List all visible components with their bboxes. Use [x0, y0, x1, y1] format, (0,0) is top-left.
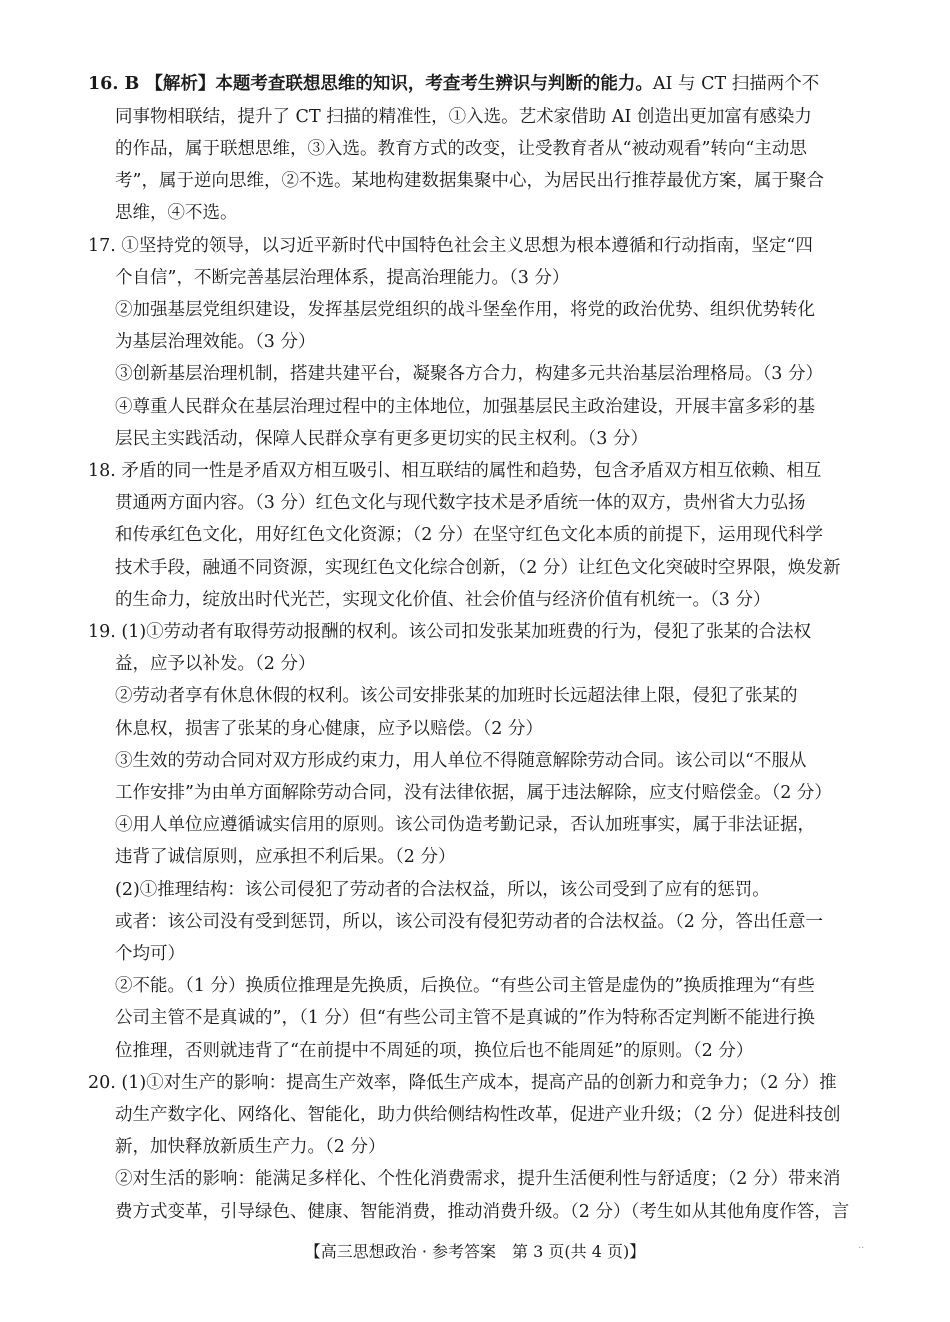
q19-line-10: 或者：该公司没有受到惩罚，所以，该公司没有侵犯劳动者的合法权益。（2 分，答出任意一 — [115, 912, 823, 932]
q17-line-5: ③创新基层治理机制，搭建共建平台，凝聚各方合力，构建多元共治基层治理格局。（3 分） — [115, 364, 823, 384]
q18-line-2: 贯通两方面内容。（3 分）红色文化与现代数字技术是矛盾统一体的双方，贵州省大力弘扬 — [115, 493, 806, 513]
q18-line-5: 的生命力，绽放出时代光芒，实现文化价值、社会价值与经济价值有机统一。（3 分） — [115, 590, 771, 610]
q18-line-1: 18. 矛盾的同一性是矛盾双方相互吸引、相互联结的属性和趋势，包含矛盾双方相互依赖、相互 — [88, 461, 822, 481]
q17-line-1: 17. ①坚持党的领导，以习近平新时代中国特色社会主义思想为根本遵循和行动指南，坚定“四 — [88, 236, 813, 256]
q20-line-3: 新，加快释放新质生产力。（2 分） — [115, 1137, 386, 1157]
q20-line-2: 动生产数字化、网络化、智能化，助力供给侧结构性改革，促进产业升级；（2 分）促进科技创 — [115, 1105, 841, 1125]
q19-line-14: 位推理，否则就违背了“在前提中不周延的项，换位后也不能周延”的原则。（2 分） — [115, 1041, 754, 1061]
q16-line-4: 考”，属于逆向思维，②不选。某地构建数据集聚中心，为居民出行推荐最优方案，属于聚合 — [115, 171, 824, 191]
q16-line-5: 思维，④不选。 — [115, 203, 238, 223]
page-footer: 【高三思想政治 · 参考答案 第 3 页(共 4 页)】 — [304, 1242, 646, 1261]
q19-line-5: ③生效的劳动合同对双方形成约束力，用人单位不得随意解除劳动合同。该公司以“不服从 — [115, 751, 807, 771]
q16-line-1: 16. B 【解析】本题考查联想思维的知识，考查考生辨识与判断的能力。AI 与 CT 扫描两个不 — [88, 74, 820, 94]
q17-line-7: 层民主实践活动，保障人民群众享有更多更切实的民主权利。（3 分） — [115, 429, 648, 449]
q19-line-3: ②劳动者享有休息休假的权利。该公司安排张某的加班时长远超法律上限，侵犯了张某的 — [115, 686, 798, 706]
q17-line-4: 为基层治理效能。（3 分） — [115, 332, 316, 352]
q20-line-1: 20. (1)①对生产的影响：提高生产效率，降低生产成本，提高产品的创新力和竞争力；（2 分）推 — [88, 1073, 837, 1093]
q19-line-4: 休息权，损害了张某的身心健康，应予以赔偿。（2 分） — [115, 719, 543, 739]
q20-line-5: 费方式变革，引导绿色、健康、智能消费，推动消费升级。（2 分）（考生如从其他角度作答，言 — [115, 1202, 850, 1222]
corner-mark: .. — [858, 1240, 865, 1251]
q16-line-2: 同事物相联结，提升了 CT 扫描的精准性，①入选。艺术家借助 AI 创造出更加富有感染力 — [115, 107, 812, 127]
q19-line-8: 违背了诚信原则，应承担不利后果。（2 分） — [115, 847, 456, 867]
q20-line-4: ②对生活的影响：能满足多样化、个性化消费需求，提升生活便利性与舒适度；（2 分）带来消 — [115, 1169, 841, 1189]
q19-line-13: 公司主管不是真诚的”，（1 分）但“有些公司主管不是真诚的”作为特称否定判断不能进行换 — [115, 1008, 815, 1028]
q18-line-4: 技术手段，融通不同资源，实现红色文化综合创新，（2 分）让红色文化突破时空界限，焕发新 — [115, 558, 841, 578]
q19-line-9: (2)①推理结构：该公司侵犯了劳动者的合法权益，所以，该公司受到了应有的惩罚。 — [115, 880, 770, 900]
q19-line-6: 工作安排”为由单方面解除劳动合同，没有法律依据，属于违法解除，应支付赔偿金。（2 分） — [115, 783, 832, 803]
q17-line-2: 个自信”，不断完善基层治理体系，提高治理能力。（3 分） — [115, 268, 570, 288]
q17-line-6: ④尊重人民群众在基层治理过程中的主体地位，加强基层民主政治建设，开展丰富多彩的基 — [115, 397, 815, 417]
q19-line-12: ②不能。（1 分）换质位推理是先换质，后换位。“有些公司主管是虚伪的”换质推理为“有些 — [115, 976, 815, 996]
q17-line-3: ②加强基层党组织建设，发挥基层党组织的战斗堡垒作用，将党的政治优势、组织优势转化 — [115, 300, 815, 320]
q18-line-3: 和传承红色文化，用好红色文化资源；（2 分）在坚守红色文化本质的前提下，运用现代科学 — [115, 525, 823, 545]
q19-line-11: 个均可） — [115, 944, 185, 964]
q19-line-1: 19. (1)①劳动者有取得劳动报酬的权利。该公司扣发张某加班费的行为，侵犯了张某的合法权 — [88, 622, 812, 642]
q19-line-2: 益，应予以补发。（2 分） — [115, 654, 316, 674]
q19-line-7: ④用人单位应遵循诚实信用的原则。该公司伪造考勤记录，否认加班事实，属于非法证据， — [115, 815, 815, 835]
q16-line-3: 的作品，属于联想思维，③入选。教育方式的改变，让受教育者从“被动观看”转向“主动思 — [115, 139, 807, 159]
